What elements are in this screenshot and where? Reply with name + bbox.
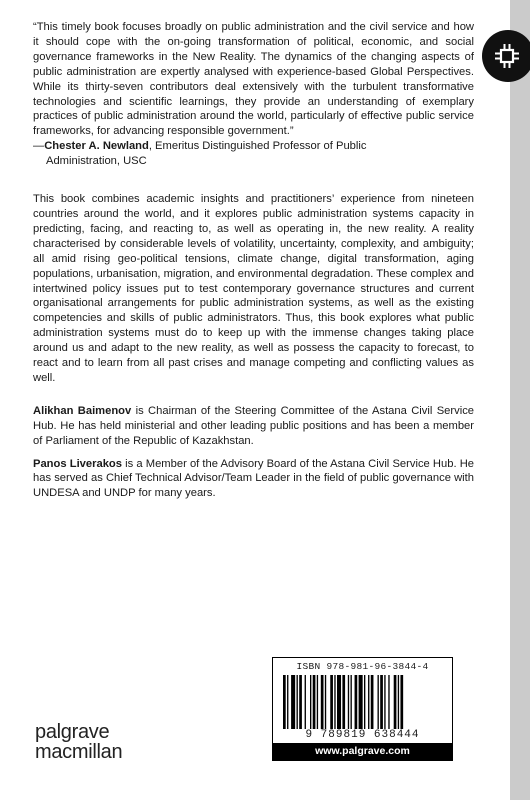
network-node-icon bbox=[482, 30, 530, 82]
endorser-title-line1: , Emeritus Distinguished Professor of Public bbox=[148, 140, 367, 153]
author-name: Alikhan Baimenov bbox=[33, 404, 132, 417]
author-bio-text: is a Member of the Advisory Board of the Astana Civil Service Hub. He has served as Chief Technical Advisor/Team Leader in the field of public governance with UNDESA and UNDP for many years. bbox=[33, 457, 475, 500]
publisher-logo bbox=[35, 722, 122, 763]
endorser-title-line2: Administration, USC bbox=[46, 155, 147, 168]
side-stripe bbox=[510, 0, 530, 800]
ean-number: 9 789819 638444 bbox=[305, 729, 420, 741]
isbn-label: ISBN 978-981-96-3844-4 bbox=[296, 661, 429, 672]
publisher-url: www.palgrave.com bbox=[273, 743, 452, 760]
author-bio-text: is Chairman of the Steering Committee of the Astana Civil Service Hub. He has held ministerial and other leading public positions and has been a member of Parliament of the Republic of Kazakhstan. bbox=[33, 404, 475, 447]
endorsement-attribution bbox=[33, 139, 474, 154]
author-name: Panos Liverakos bbox=[33, 457, 122, 470]
author-bio bbox=[33, 404, 474, 449]
back-cover-text bbox=[33, 20, 474, 501]
book-description: This book combines academic insights and practitioners’ experience from nineteen countries around the world, and it explores public administration systems capacity in predicting, facing, and reacting to, as well as operating in, the new reality. A reality characterised by considerable levels of volatility, uncertainty, complexity, and ambiguity; all amid rising geo-political tensions, climate change, digital transformation, aging populations, urbanisation, migration, and environmental degradation. These complex and intertwined policy issues put to test contemporary governance structures and current organisational arrangements for public administration systems, as well as the existing competencies and skills of public administrators. Thus, this book explores what public administration systems must do to keep up with the immense changes taking place around us and adapt to the new reality, as well as possess the capacity to forecast, to react and to learn from all past crises and manage competing and conflicting values as well. bbox=[33, 193, 474, 384]
barcode-block bbox=[272, 657, 453, 761]
endorser-name: Chester A. Newland bbox=[44, 140, 149, 153]
publisher-name-line1: palgrave bbox=[35, 721, 110, 743]
barcode-icon bbox=[283, 675, 442, 729]
publisher-name-line2: macmillan bbox=[35, 741, 123, 763]
endorsement-quote: “This timely book focuses broadly on public administration and the civil service and how it should cope with the on-going transformation of political, economic, and social governance frameworks in the New Reality. The dynamics of the changing aspects of public administration are expertly analysed with experience-based Global Perspectives. While its thirty-seven contributors deal extensively with the turbulent transformative technologies and scientific learnings, they provide an understanding of exemplary practices of public administration around the world, particularly of effective public service frameworks, for advancing responsible government.” bbox=[33, 21, 474, 138]
author-bio bbox=[33, 457, 474, 502]
attribution-dash: — bbox=[33, 140, 45, 153]
